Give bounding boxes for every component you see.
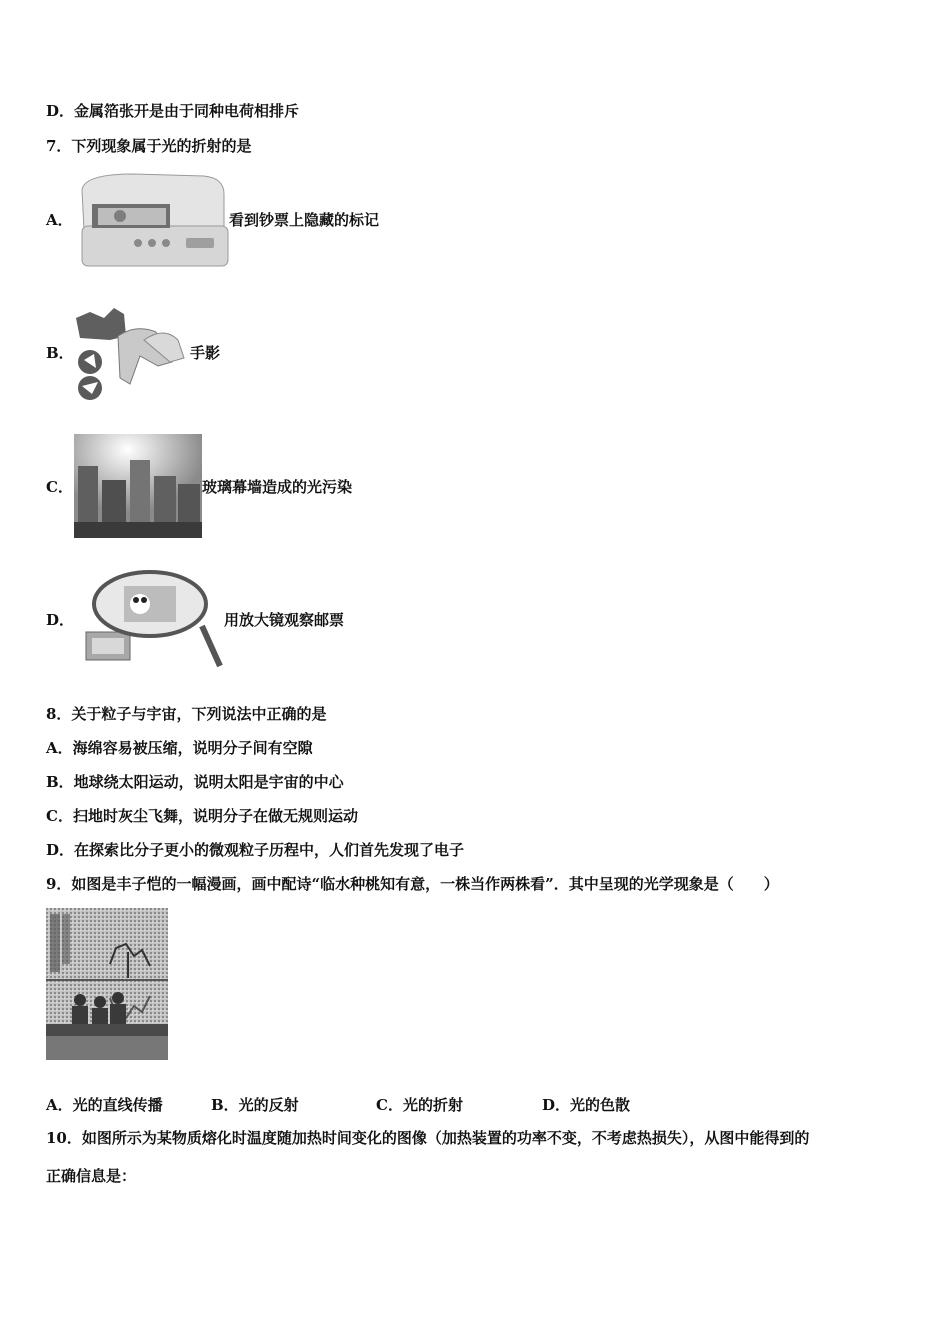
option-text: 看到钞票上隐藏的标记 (229, 210, 380, 229)
glass-curtain-wall-image (74, 434, 202, 538)
question-8-stem: 8．关于粒子与宇宙，下列说法中正确的是 (46, 705, 327, 723)
q8-option-a: A．海绵容易被压缩，说明分子间有空隙 (46, 739, 313, 757)
option-text: 用放大镜观察邮票 (224, 610, 345, 629)
q6-option-d: D．金属箔张开是由于同种电荷相排斥 (46, 102, 300, 120)
q7-option-c (46, 434, 352, 538)
magnifier-stamp-image (74, 566, 224, 672)
option-letter: C． (46, 477, 73, 496)
q7-option-b (46, 296, 220, 408)
q7-option-d (46, 566, 344, 672)
question-10-stem: 10．如图所示为某物质熔化时温度随加热时间变化的图像（加热装置的功率不变，不考虑热损失），从图中能得到的 (46, 1129, 810, 1147)
option-text: 玻璃幕墙造成的光污染 (202, 477, 353, 496)
option-text: 手影 (190, 343, 221, 362)
question-7-stem: 7．下列现象属于光的折射的是 (46, 137, 252, 155)
hand-shadow-image (74, 296, 190, 408)
q8-option-b: B．地球绕太阳运动，说明太阳是宇宙的中心 (46, 773, 344, 791)
q9-option-c: C．光的折射 (376, 1096, 463, 1114)
feng-zikai-cartoon-image (46, 908, 168, 1060)
q8-option-d: D．在探索比分子更小的微观粒子历程中，人们首先发现了电子 (46, 841, 465, 859)
option-letter: B． (46, 343, 74, 362)
question-9-stem: 9．如图是丰子恺的一幅漫画，画中配诗“临水种桃知有意，一株当作两株看”．其中呈现的光学现象是（ ） (46, 875, 779, 893)
option-letter: A． (46, 210, 73, 229)
q8-option-c: C．扫地时灰尘飞舞，说明分子在做无规则运动 (46, 807, 358, 825)
question-10-stem-continued: 正确信息是： (46, 1167, 137, 1185)
money-detector-image (74, 168, 229, 270)
q7-option-a (46, 168, 379, 270)
option-letter: D． (46, 610, 75, 629)
q9-option-a: A．光的直线传播 (46, 1096, 163, 1114)
q9-option-d: D．光的色散 (542, 1096, 631, 1114)
q9-option-b: B．光的反射 (211, 1096, 299, 1114)
